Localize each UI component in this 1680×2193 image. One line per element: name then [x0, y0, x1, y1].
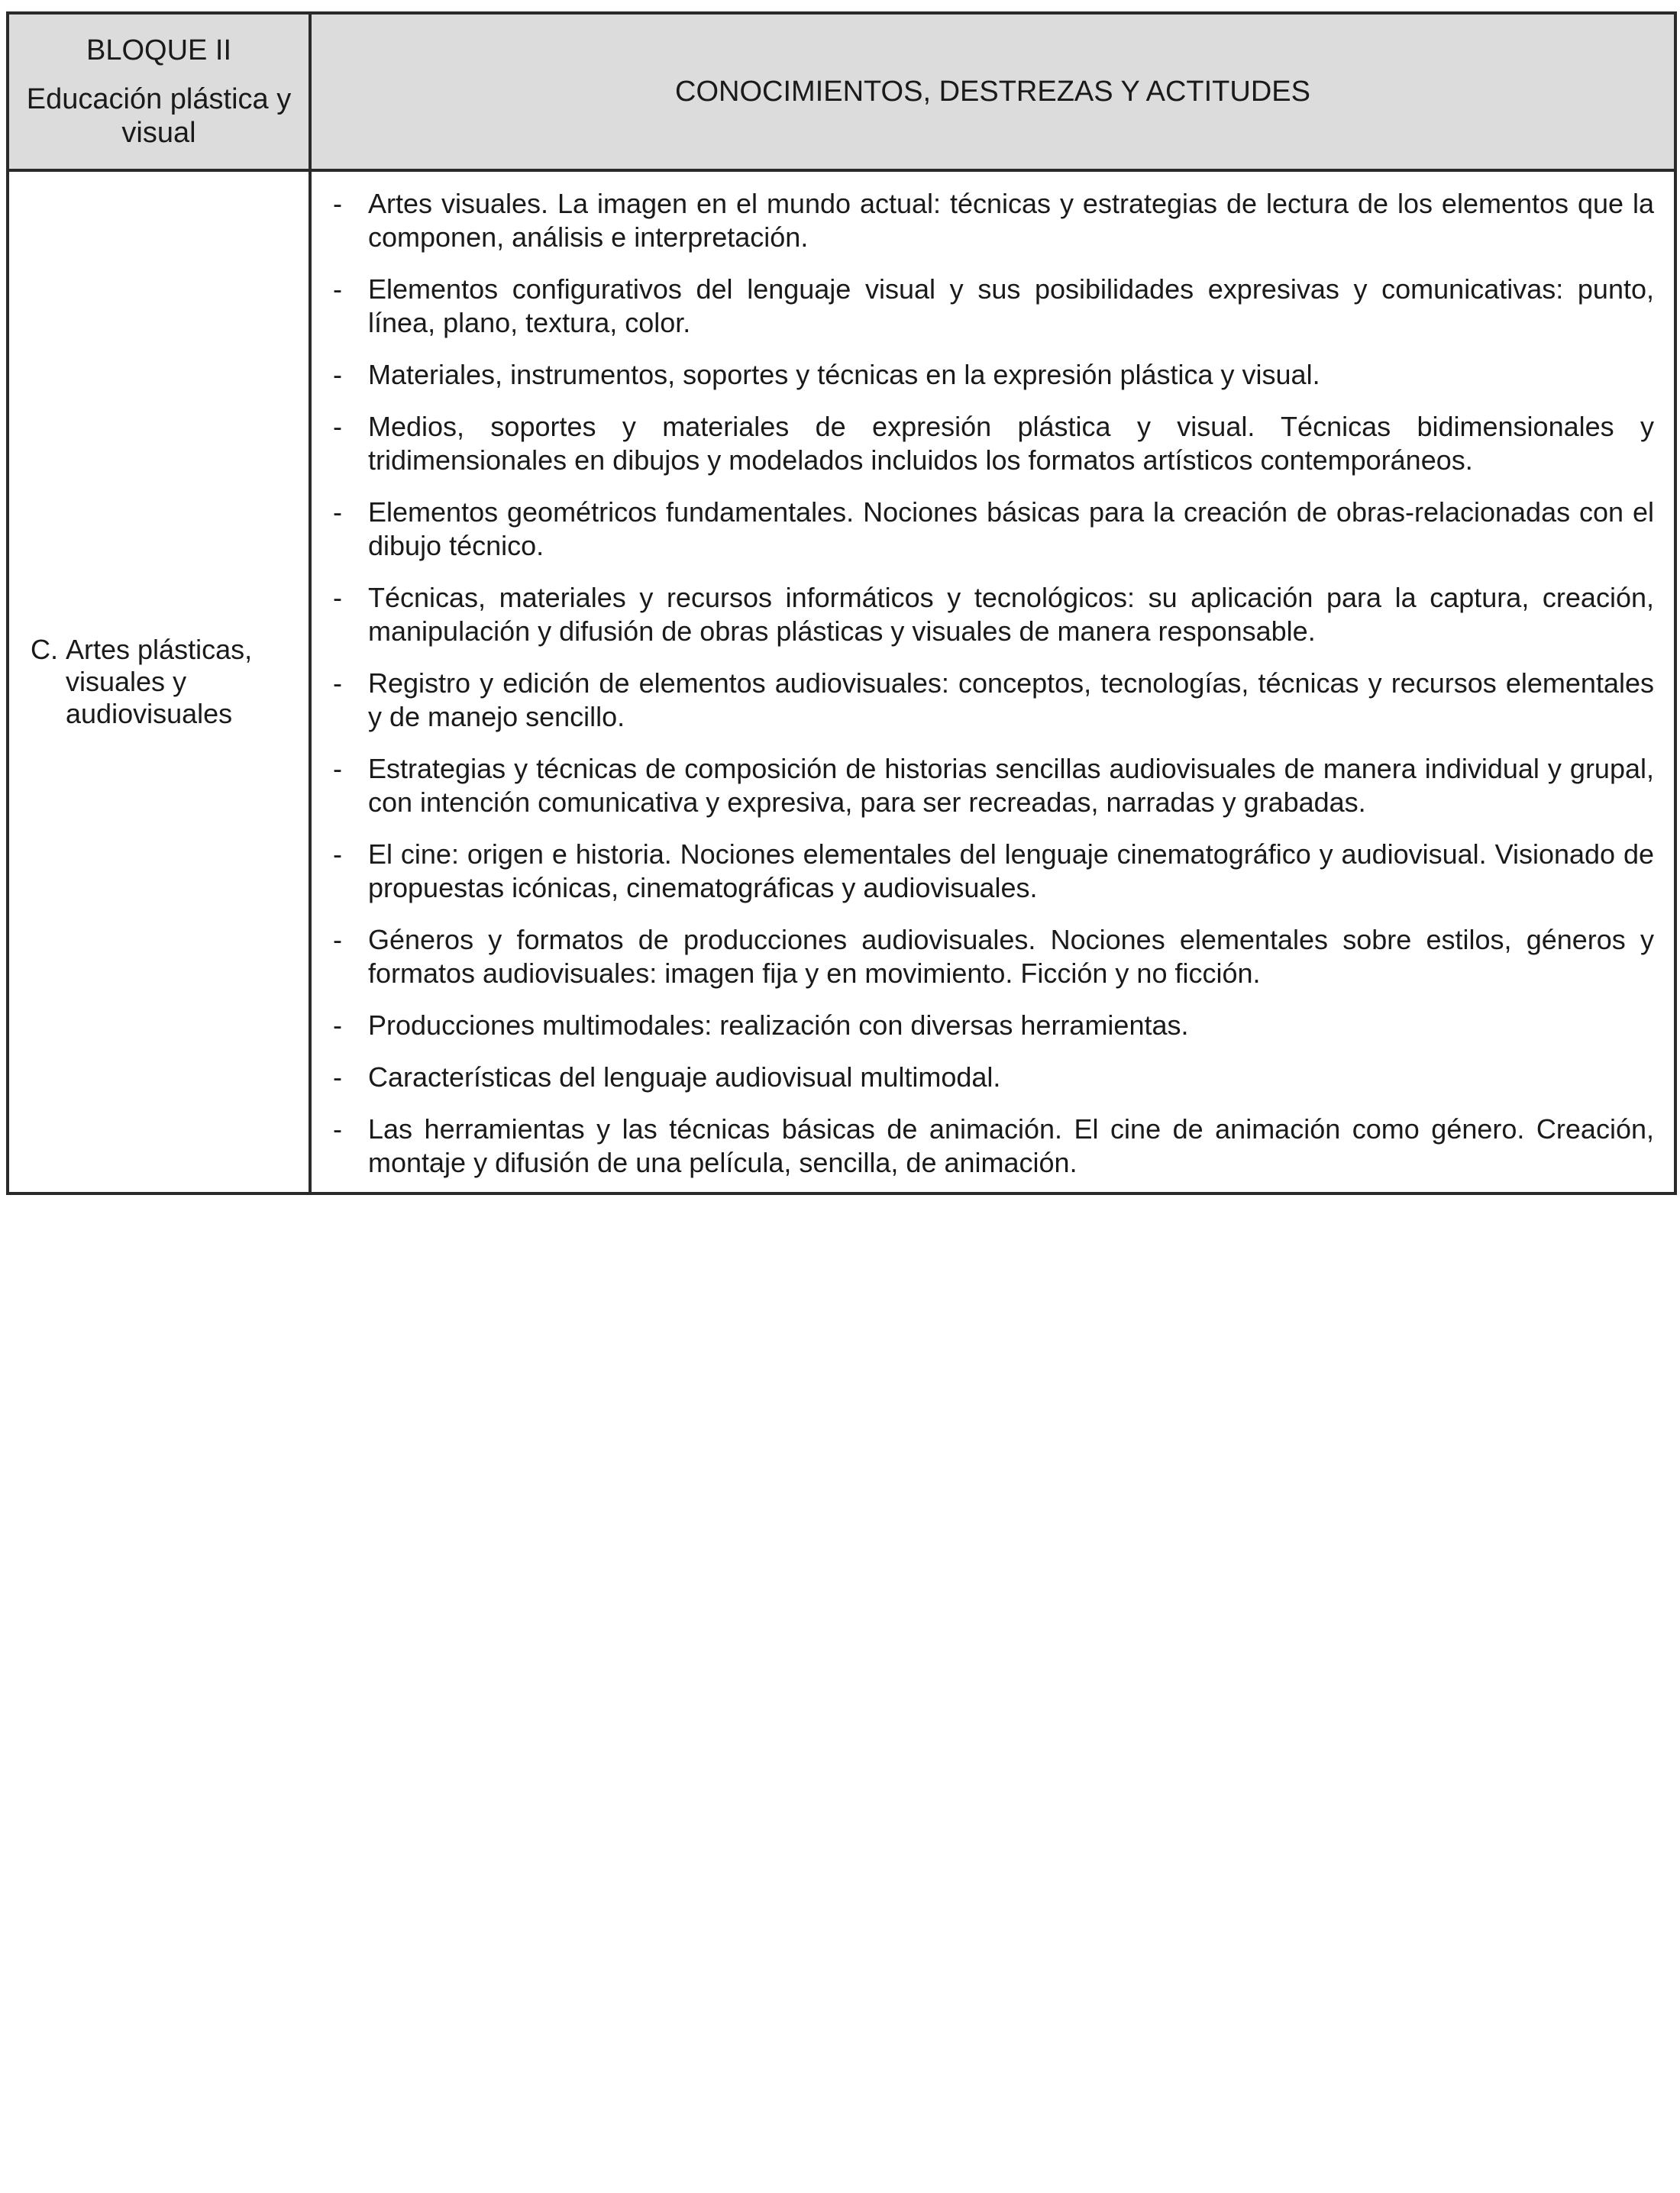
- bullet-dash: -: [333, 496, 342, 528]
- list-item-text: Géneros y formatos de producciones audiovisuales. Nociones elementales sobre estilos, géneros y formatos audiovisuales: imagen fija y en movimiento. Ficción y no ficción.: [368, 924, 1654, 989]
- column-header-cell: [310, 13, 1675, 170]
- section-name: Artes plásticas, visuales y audiovisuales: [66, 634, 253, 729]
- bullet-dash: -: [333, 1061, 342, 1093]
- list-item: [328, 358, 1654, 392]
- block-header-cell: [8, 13, 310, 170]
- bullet-dash: -: [333, 411, 342, 442]
- list-item-text: Estrategias y técnicas de composición de historias sencillas audiovisuales de manera individual y grupal, con intención comunicativa y expresiva, para ser recreadas, narradas y grabadas.: [368, 753, 1654, 818]
- bullet-dash: -: [333, 1113, 342, 1145]
- bullet-dash: -: [333, 753, 342, 784]
- list-item: [328, 667, 1654, 734]
- table-header-row: [8, 13, 1675, 170]
- bullet-dash: -: [333, 273, 342, 305]
- list-item-text: Elementos geométricos fundamentales. Nociones básicas para la creación de obras-relacionadas con el dibujo técnico.: [368, 496, 1654, 561]
- list-item: [328, 752, 1654, 819]
- section-cell: [8, 170, 310, 1193]
- list-item-text: Las herramientas y las técnicas básicas de animación. El cine de animación como género. Creación, montaje y difusión de una película, sencilla, de animación.: [368, 1113, 1654, 1178]
- list-item: [328, 496, 1654, 563]
- curriculum-table: [6, 11, 1677, 1195]
- list-item-text: Materiales, instrumentos, soportes y técnicas en la expresión plástica y visual.: [368, 359, 1320, 390]
- bullet-dash: -: [333, 667, 342, 699]
- list-item: [328, 1009, 1654, 1042]
- content-cell: [310, 170, 1675, 1193]
- bullet-dash: -: [333, 188, 342, 219]
- list-item-text: Características del lenguaje audiovisual multimodal.: [368, 1061, 1001, 1093]
- list-item: [328, 581, 1654, 648]
- list-item: [328, 410, 1654, 477]
- list-item-text: El cine: origen e historia. Nociones elementales del lenguaje cinematográfico y audiovisual. Visionado de propuestas icónicas, cinematográficas y audiovisuales.: [368, 838, 1654, 903]
- list-item: [328, 1061, 1654, 1094]
- bullet-dash: -: [333, 838, 342, 870]
- section-title: [31, 634, 286, 730]
- content-list: [328, 187, 1654, 1180]
- list-item: [328, 838, 1654, 905]
- column-title: CONOCIMIENTOS, DESTREZAS Y ACTITUDES: [675, 76, 1310, 108]
- bullet-dash: -: [333, 1009, 342, 1041]
- bullet-dash: -: [333, 924, 342, 955]
- list-item-text: Registro y edición de elementos audiovisuales: conceptos, tecnologías, técnicas y recursos elementales y de manejo sencillo.: [368, 667, 1654, 732]
- list-item-text: Técnicas, materiales y recursos informáticos y tecnológicos: su aplicación para la captura, creación, manipulación y difusión de obras plásticas y visuales de manera responsable.: [368, 582, 1654, 647]
- list-item: [328, 923, 1654, 990]
- table-row: [8, 170, 1675, 1193]
- section-letter: C.: [31, 634, 58, 665]
- bullet-dash: -: [333, 582, 342, 613]
- list-item-text: Medios, soportes y materiales de expresión plástica y visual. Técnicas bidimensionales y tridimensionales en dibujos y modelados incluidos los formatos artísticos contemporáneos.: [368, 411, 1654, 476]
- block-subtitle: Educación plástica y visual: [26, 83, 292, 149]
- list-item-text: Producciones multimodales: realización con diversas herramientas.: [368, 1009, 1189, 1041]
- block-title: BLOQUE II: [86, 34, 232, 66]
- list-item-text: Artes visuales. La imagen en el mundo actual: técnicas y estrategias de lectura de los elementos que la componen, análisis e interpretación.: [368, 188, 1654, 253]
- list-item: [328, 1113, 1654, 1180]
- list-item: [328, 273, 1654, 340]
- list-item: [328, 187, 1654, 254]
- list-item-text: Elementos configurativos del lenguaje visual y sus posibilidades expresivas y comunicativas: punto, línea, plano, textura, color.: [368, 273, 1654, 338]
- bullet-dash: -: [333, 359, 342, 390]
